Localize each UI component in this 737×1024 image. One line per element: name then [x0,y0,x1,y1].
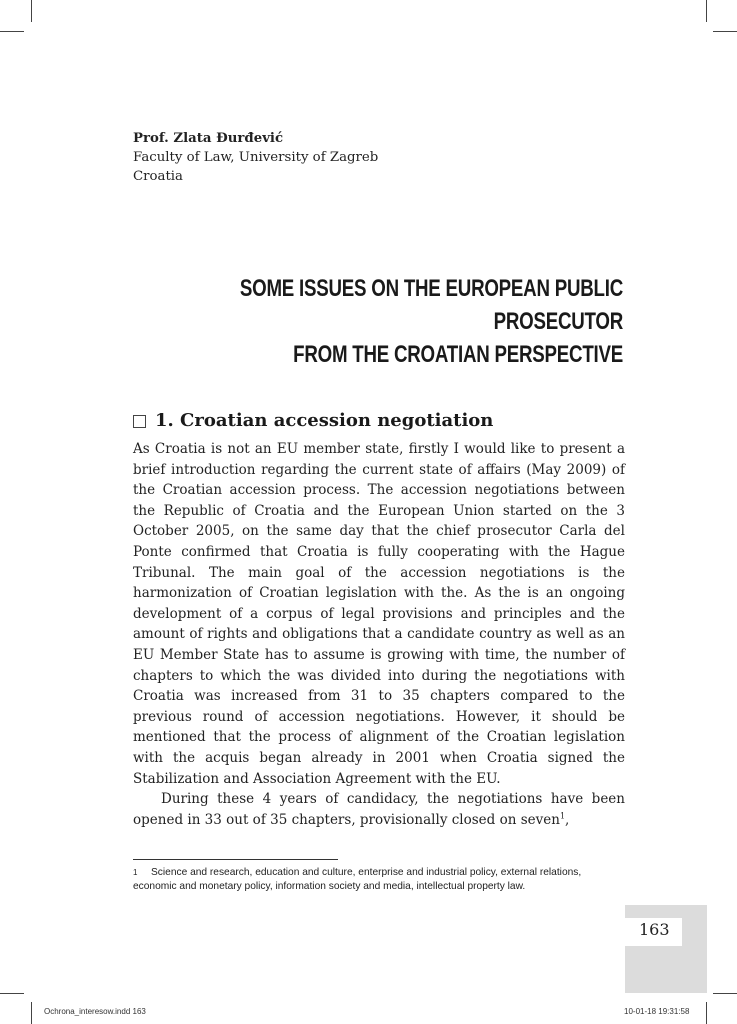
paragraph-2 [133,789,625,830]
slug-file: Ochrona_interesow.indd 163 [44,1007,146,1016]
author-country: Croatia [133,169,183,184]
page-number-tab [625,905,707,993]
title-line-1: SOME ISSUES ON THE EUROPEAN PUBLIC PROSECUTOR [239,275,624,335]
footnote-reference[interactable]: 1 [559,811,566,821]
page-number: 163 [625,918,682,946]
body-text [133,439,625,830]
crop-mark-bottom-left [31,1002,32,1024]
crop-mark-top-right [706,0,707,22]
author-affiliation: Faculty of Law, University of Zagreb [133,150,379,165]
title-line-2: FROM THE CROATIAN PERSPECTIVE [293,341,623,368]
paragraph-1: As Croatia is not an EU member state, firstly I would like to present a brief introduction regarding the current state of affairs (May 2009) of the Croatian accession process. The accession negotiations between the Republic of Croatia and the European Union started on the 3 October 2005, on the same day that the chief prosecutor Carla del Ponte confirmed that Croatia is fully cooperating with the Hague Tribunal. The main goal of the accession negotiations is the harmonization of Croatian legislation with the. As the is an ongoing development of a corpus of legal provisions and principles and the amount of rights and obligations that a candidate country as well as an EU Member State has to assume is growing with time, the number of chapters to which the was divided into during the negotiations with Croatia was increased from 31 to 35 chapters compared to the previous round of accession negotiations. However, it should be mentioned that the process of alignment of the Croatian legislation with the acquis began already in 2001 when Croatia signed the Stabilization and Association Agreement with the EU. [133,441,625,787]
author-block [133,129,378,186]
crop-mark-bottom-right [706,1002,707,1024]
crop-mark-top-left-h [0,31,24,32]
crop-mark-bottom-left-h [0,993,24,994]
square-bullet-icon [133,415,146,428]
crop-mark-top-right-h [713,31,737,32]
slug-timestamp: 10-01-18 19:31:58 [624,1007,690,1016]
footnote-divider [133,859,338,860]
crop-mark-bottom-right-h [713,993,737,994]
paragraph-2-text: During these 4 years of candidacy, the negotiations have been opened in 33 out of 35 chapters, provisionally closed on seven [133,791,625,828]
author-name: Prof. Zlata Đurđević [133,131,284,146]
section-heading [133,409,493,433]
footnote-text: Science and research, education and culture, enterprise and industrial policy, external relations, economic and monetary policy, information society and media, intellectual property law. [133,867,582,892]
paragraph-2-end: , [565,811,570,828]
section-heading-text: 1. Croatian accession negotiation [155,410,494,431]
article-title [217,272,623,371]
crop-mark-top-left [31,0,32,22]
footnote-marker: 1 [133,868,138,877]
footnote [133,866,625,894]
